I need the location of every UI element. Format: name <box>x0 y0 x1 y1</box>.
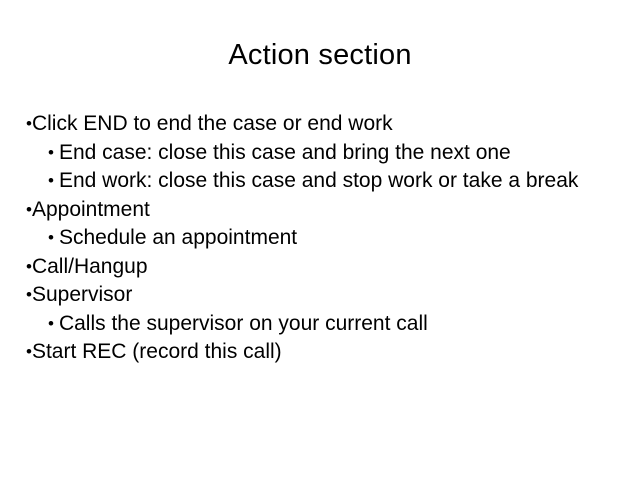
bullet-item <box>48 310 626 339</box>
page-title: Action section <box>228 39 412 71</box>
bullet-text: Start REC (record this call) <box>31 340 282 363</box>
slide-body <box>26 110 626 367</box>
bullet-marker-icon: • <box>48 228 54 247</box>
bullet-item <box>48 224 626 253</box>
bullet-item <box>48 167 626 196</box>
bullet-marker-icon: • <box>26 114 32 133</box>
bullet-text: Calls the supervisor on your current call <box>58 311 428 335</box>
bullet-item <box>26 196 626 225</box>
bullet-text: Click END to end the case or end work <box>31 112 393 135</box>
bullet-marker-icon: • <box>48 142 54 162</box>
bullet-marker-icon: • <box>48 313 54 333</box>
bullet-text: Supervisor <box>31 283 133 306</box>
bullet-text: Schedule an appointment <box>58 226 298 249</box>
bullet-item <box>26 110 626 139</box>
bullet-marker-icon: • <box>26 285 32 304</box>
bullet-marker-icon: • <box>26 256 32 276</box>
bullet-item <box>48 139 626 168</box>
bullet-item <box>26 338 626 367</box>
bullet-text: End case: close this case and bring the next one <box>58 140 511 164</box>
bullet-marker-icon: • <box>26 342 32 361</box>
bullet-marker-icon: • <box>48 171 54 190</box>
bullet-item <box>26 281 626 310</box>
bullet-text: End work: close this case and stop work or take a break <box>58 169 579 192</box>
bullet-text: Call/Hangup <box>31 254 148 278</box>
bullet-item <box>26 253 626 282</box>
bullet-marker-icon: • <box>26 199 32 219</box>
bullet-text: Appointment <box>31 197 150 221</box>
